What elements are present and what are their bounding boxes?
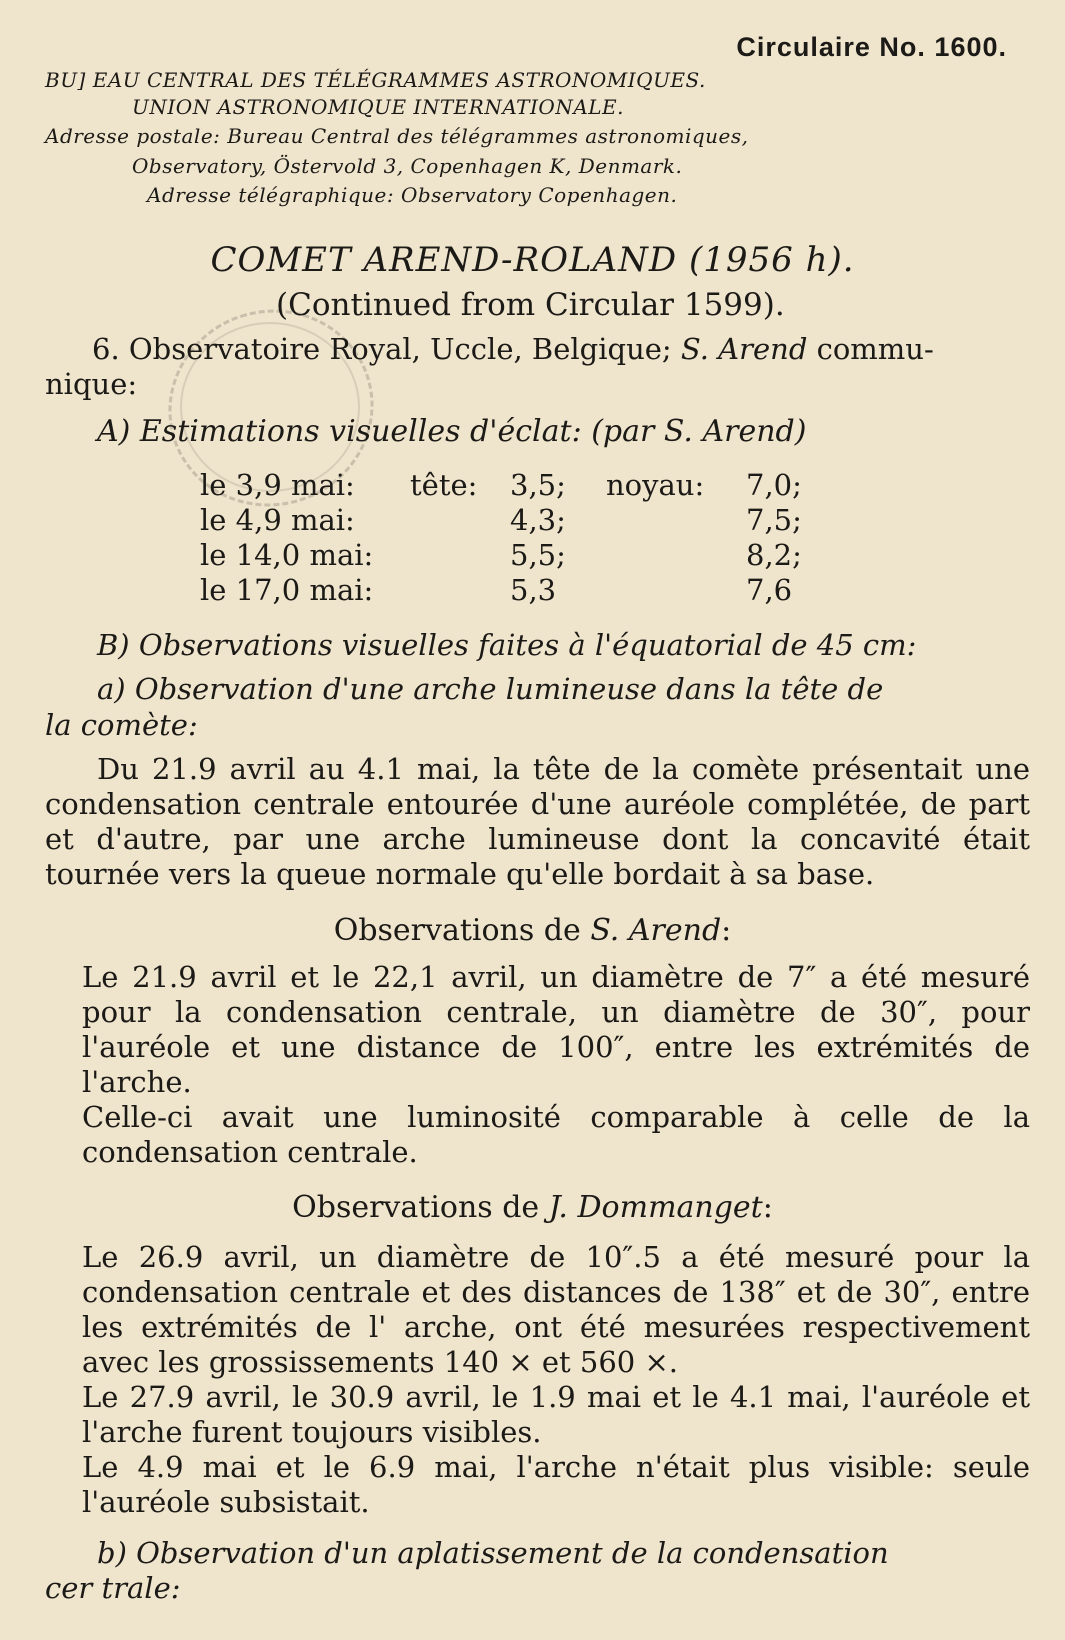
- arch-description-paragraph: [45, 752, 1030, 892]
- arend-heading-prefix: Observations de: [333, 913, 591, 948]
- brightness-table: [200, 468, 802, 608]
- intro-line-2: nique:: [45, 367, 138, 401]
- dommanget-paragraph-1: Le 26.9 avril, un diamètre de 10″.5 a été mesuré pour la condensation centrale et des distances de 138″ et de 30″, entre les extrémités de l' arche, ont été mesurées respectivement avec les grossissements 140 × et 560 ×.: [82, 1240, 1030, 1379]
- date-cell: le 14,0 mai:: [200, 538, 374, 572]
- postal-address-line: Adresse postale: Bureau Central des télégrammes astronomiques,: [45, 124, 749, 148]
- head-label-cell: [410, 503, 510, 538]
- nucleus-label-cell: noyau:: [606, 468, 705, 502]
- head-value-cell: 5,5;: [510, 538, 566, 572]
- page-title: COMET AREND-ROLAND (1956 h).: [210, 240, 855, 280]
- section-b-heading: B) Observations visuelles faites à l'équatorial de 45 cm:: [97, 628, 917, 662]
- nucleus-label-cell: [606, 503, 746, 538]
- postal-address-line-2: Observatory, Östervold 3, Copenhagen K, Denmark.: [132, 154, 683, 178]
- head-label-cell: tête:: [410, 468, 478, 502]
- arend-heading-suffix: :: [721, 913, 732, 948]
- dommanget-paragraph-3: Le 4.9 mai et le 6.9 mai, l'arche n'était plus visible: seule l'auréole subsistait.: [82, 1450, 1030, 1519]
- intro-author: S. Arend: [680, 332, 808, 366]
- telegraphic-address: Adresse télégraphique: Observatory Copenhagen.: [147, 183, 678, 207]
- dommanget-observations-text: [82, 1240, 1030, 1520]
- dommanget-heading-prefix: Observations de: [292, 1190, 549, 1225]
- arend-observations-text: [82, 960, 1030, 1170]
- head-value-cell: 4,3;: [510, 503, 566, 537]
- nucleus-value-cell: 7,0;: [746, 468, 802, 502]
- nucleus-label-cell: [606, 573, 746, 608]
- dommanget-paragraph-2: Le 27.9 avril, le 30.9 avril, le 1.9 mai et le 4.1 mai, l'auréole et l'arche furent toujours visibles.: [82, 1380, 1030, 1449]
- subsection-a-heading-cont: la comète:: [45, 708, 198, 742]
- arch-description-text: Du 21.9 avril au 4.1 mai, la tête de la comète présentait une condensation centrale entourée d'une auréole complétée, de part et d'autre, par une arche lumineuse dont la concavité était tournée vers la queue normale qu'elle bordait à sa base.: [45, 752, 1030, 891]
- date-cell: le 17,0 mai:: [200, 573, 374, 607]
- date-cell: le 3,9 mai:: [200, 468, 355, 502]
- head-value-cell: 5,3: [510, 573, 557, 607]
- section-a-heading: A) Estimations visuelles d'éclat: (par S. Arend): [97, 414, 807, 449]
- dommanget-observations-heading: [0, 1190, 1065, 1225]
- subsection-b-heading-cont: cer trale:: [45, 1571, 181, 1605]
- arend-heading-name: S. Arend: [590, 913, 722, 948]
- intro-line: [92, 332, 934, 367]
- table-row: [200, 573, 802, 608]
- nucleus-value-cell: 7,5;: [746, 503, 802, 537]
- table-row: [200, 503, 802, 538]
- table-row: [200, 468, 802, 503]
- bureau-name: BU] EAU CENTRAL DES TÉLÉGRAMMES ASTRONOMIQUES.: [45, 68, 706, 92]
- head-label-cell: [410, 573, 510, 608]
- arend-paragraph-2: Celle-ci avait une luminosité comparable à celle de la condensation centrale.: [82, 1100, 1030, 1169]
- union-name: UNION ASTRONOMIQUE INTERNATIONALE.: [132, 95, 624, 119]
- nucleus-value-cell: 8,2;: [746, 538, 802, 572]
- head-value-cell: 3,5;: [510, 468, 566, 502]
- intro-prefix: 6. Observatoire Royal, Uccle, Belgique;: [92, 332, 681, 366]
- head-label-cell: [410, 538, 510, 573]
- arend-paragraph-1: Le 21.9 avril et le 22,1 avril, un diamètre de 7″ a été mesuré pour la condensation centrale, un diamètre de 30″, pour l'auréole et une distance de 100″, entre les extrémités de l'arche.: [82, 960, 1030, 1099]
- subsection-b-heading: b) Observation d'un aplatissement de la condensation: [97, 1536, 889, 1570]
- arend-observations-heading: [0, 913, 1065, 948]
- intro-suffix: commu-: [807, 332, 934, 366]
- dommanget-heading-name: J. Dommanget: [548, 1190, 763, 1225]
- subsection-a-heading: a) Observation d'une arche lumineuse dans la tête de: [97, 672, 884, 706]
- table-row: [200, 538, 802, 573]
- nucleus-label-cell: [606, 538, 746, 573]
- dommanget-heading-suffix: :: [762, 1190, 773, 1225]
- page-subtitle: (Continued from Circular 1599).: [276, 287, 785, 323]
- circular-number: Circulaire No. 1600.: [736, 32, 1007, 62]
- nucleus-value-cell: 7,6: [746, 573, 793, 607]
- date-cell: le 4,9 mai:: [200, 503, 355, 537]
